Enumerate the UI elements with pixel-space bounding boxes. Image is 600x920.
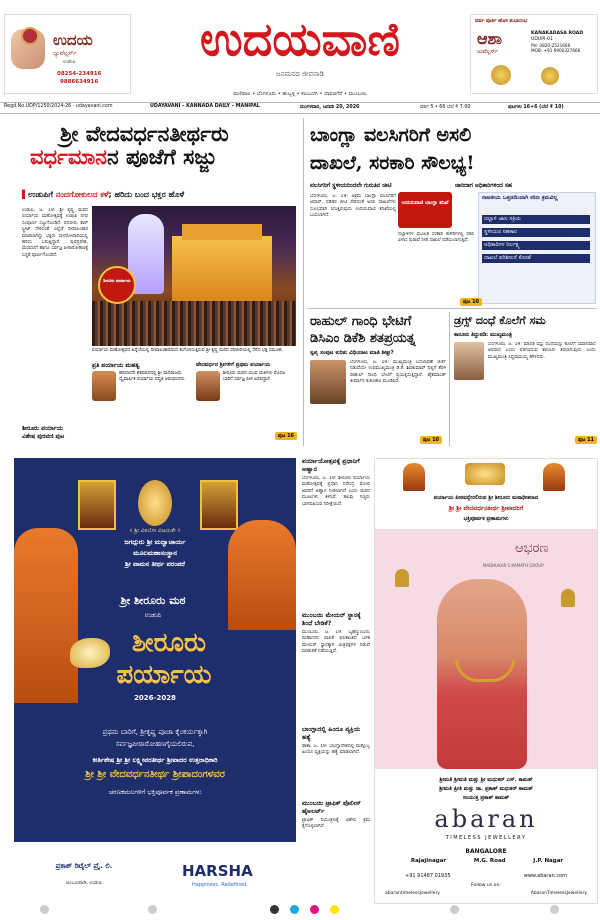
shiroor-line1: ಜಗದ್ಗುರು ಶ್ರೀ ಮಧ್ವಾಚಾರ್ಯ: [124, 538, 186, 546]
story4-photo: [454, 342, 484, 380]
lead-headline-1[interactable]: ಶ್ರೀ ವೇದವರ್ಧನತೀರ್ಥರು: [60, 121, 229, 146]
brief-body: ಢಾಕಾ, ಜ. 19: ಬಾಂಗ್ಲಾದೇಶದಲ್ಲಿ ಮತ್ತೊಬ್ಬ ಹಿಂದೂ ವ್ಯಕ್ತಿಯನ್ನು ಹತ್ಯೆ ಮಾಡಲಾಗಿದೆ.: [302, 744, 370, 756]
box-item: ಅಧಿಕಾರಿಗಳ ನಿರ್ಲಕ್ಷ್ಯ: [482, 241, 590, 250]
paper-line: UDAYAVANI – KANNADA DAILY – MANIPAL: [150, 104, 260, 109]
abaran-brand: abaran: [434, 805, 538, 833]
ad-uday-jewellers[interactable]: [4, 14, 131, 94]
ad-asha-jewellers[interactable]: [470, 14, 598, 94]
swamiji-left: [14, 528, 78, 703]
story2-strap-left: ವಲಸಿಗರಿಗೆ ಸ್ಥಳೀಯರಿಂದಲೇ ಗುರುತಿನ ಚೀಟಿ: [310, 183, 392, 189]
ad-uday-phone1: 08254-234916: [57, 71, 102, 77]
story3-jump[interactable]: ಪುಟ 10: [420, 436, 442, 444]
ad-shiroor-paryaya[interactable]: [14, 458, 296, 902]
brief-body: ಬೆಂಗಳೂರು, ಜ. 19: ಶೀರೂರು ಪರ್ಯಾಯ ಮಹೋತ್ಸವಕ್ಕೆ ಪ್ರಧಾನಿ ನರೇಂದ್ರ ಮೋದಿ ಅವರಿಗೆ ಆಹ್ವಾನ ನೀಡಲಾಗಿದೆ ಎಂದು ಮಠದ ಮೂಲಗಳು ತಿಳಿಸಿವೆ. ಹಲವು ಗಣ್ಯರು ಭಾಗವಹಿಸುವ ನಿರೀಕ್ಷೆಯಿದೆ.: [302, 476, 370, 507]
abh-brand-tag: MADHUKAR S KAMATH GROUP: [483, 563, 544, 568]
print-dot-gray: [148, 905, 157, 914]
brief-body: ಟ್ರಾಫಿಕ್ ನಿಯಂತ್ರಣಕ್ಕೆ ವಿಶೇಷ ಕ್ರಮ ಕೈಗೊಳ್ಳಲಾಗಿದೆ.: [302, 818, 370, 830]
divider-v2: [449, 312, 450, 446]
story2-badge-text: ಉದಯವಾಣಿ ಬಾಂಗ್ಲಾ ತನಿಖೆ: [401, 200, 449, 206]
ad-asha-phone1: PH: 0820-2521666: [531, 43, 571, 48]
branch-item: J.P. Nagar: [533, 858, 564, 864]
abh-names3: ಸಂಯುಕ್ತ ಪ್ರಕಾಶ್ ಕಾಮತ್: [462, 795, 510, 801]
print-dot-gray: [550, 905, 559, 914]
abh-emblem: [465, 463, 505, 485]
story2-headline-1[interactable]: ಬಾಂಗ್ಲಾ ವಲಸಿಗರಿಗೆ ಅಸಲಿ: [310, 124, 472, 146]
print-dot-yellow: [330, 905, 339, 914]
shiroor-years: 2026-2028: [134, 694, 176, 702]
brief-title[interactable]: ಮುಂಬಯಿ ಮೇಯರ್ ಸ್ಥಾನಕ್ಕೆ ಶಿಂಧೆ ಬೇಡಿಕೆ?: [302, 612, 361, 627]
story3-headline-2[interactable]: ಡಿಸಿಎಂ ಡಿಕೆಶಿ ಶತಪ್ರಯತ್ನ: [310, 331, 416, 346]
shiroor-top-label: ॥ ಶ್ರೀ ವಿಠಲೋ ವಿಜಯತೇ ॥: [129, 528, 181, 534]
ad-uday-city: ಉಡುಪಿ: [63, 59, 76, 65]
photo-badge-text: ಶೀರೂರು ಪರ್ಯಾಯ: [103, 278, 131, 283]
temple-building: [172, 236, 272, 306]
lead-strap-b: ನಂದಗೋಕುಲದ ಕಳೆ: [55, 190, 109, 199]
lead-sub2: [196, 362, 296, 412]
abh-photo-2: [543, 463, 565, 491]
lead-photo-caption: ಪರ್ಯಾಯ ಮಹೋತ್ಸವದ ಹಿನ್ನೆಲೆಯಲ್ಲಿ ದೀಪಾಲಂಕಾರದಿಂದ ಕಂಗೊಳಿಸುತ್ತಿರುವ ಶ್ರೀ ಕೃಷ್ಣ ಮಠದ ರಥಬೀದಿಯಲ್ಲಿ ನೆರೆದ ಭಕ್ತ ಸಮೂಹ.: [92, 348, 283, 353]
shiroor-line3: ಶ್ರೀ ವಾಮನ ತೀರ್ಥ ಪರಂಪರೆ: [124, 560, 185, 568]
temple-roof: [182, 224, 262, 240]
emblem-icon: [138, 480, 172, 526]
lead-sub1-body: ಹದಿನಾರನೇ ಶತಮಾನದಲ್ಲಿ ಶ್ರೀ ವಾದಿರಾಜರು ದ್ವೈವಾರ್ಷಿಕ ಪರ್ಯಾಯ ಪದ್ಧತಿ ಆರಂಭಿಸಿದರು.: [119, 371, 186, 382]
abaran-branches: [397, 858, 577, 864]
print-dot-black: [270, 905, 279, 914]
shiroor-footer: [14, 842, 296, 902]
abh-line2: ಶ್ರೀ ಶ್ರೀ ವೇದವರ್ಧನತೀರ್ಥ ಶ್ರೀಪಾದರಿಗೆ: [448, 505, 524, 512]
shiroor-math: ಶ್ರೀ ಶೀರೂರು ಮಠ: [120, 594, 186, 607]
abh-line3: ಭಕ್ತಿಪೂರ್ವಕ ಪ್ರಣಾಮಗಳು: [463, 516, 509, 522]
brief-title[interactable]: ಪರ್ಯಾಯೋತ್ಸವಕ್ಕೆ ಪ್ರಧಾನಿಗೆ ಆಹ್ವಾನ: [302, 458, 360, 473]
bell-left-icon: [395, 569, 409, 587]
story2-box-list: [482, 215, 590, 267]
swamiji-right: [228, 520, 296, 630]
story4-headline[interactable]: ಡ್ರಗ್ಸ್ ದಂಧೆ ಕೊಲೆಗೆ ಸಮ: [454, 314, 546, 327]
box-item: ದಾಖಲೆ ಪರಿಶೀಲನೆ ಕೊರತೆ: [482, 254, 590, 263]
abaran-tag: TIMELESS JEWELLERY: [445, 835, 527, 841]
story3-photo: [310, 360, 346, 404]
shiroor-msg4: ಶ್ರೀ ಶ್ರೀ ವೇದವರ್ಧನತೀರ್ಥ ಶ್ರೀಪಾದಂಗಳವರ: [85, 769, 225, 780]
abh-brand-kn: ಆಭರಣ: [515, 541, 549, 556]
ad-asha-addr1: KANAKADASA ROAD: [531, 31, 584, 36]
abh-names1: ಶ್ರೀಮತಿ ಶ್ರೀಮತಿ ಮತ್ತು ಶ್ರೀ ಮಧುಕರ್ ಎಸ್. ಕಾಮತ್: [439, 777, 533, 783]
branch-item: M.G. Road: [473, 858, 506, 864]
story2-badge: [398, 192, 452, 228]
story4-body: ಬೆಂಗಳೂರು, ಜ. 19: ಮಾದಕ ವಸ್ತು ದಂಧೆಯನ್ನು ಕೊಲೆಗೆ ಸಮಾನವಾದ ಅಪರಾಧ ಎಂದು ಪರಿಗಣಿಸುವ ಕಾನೂನು ತರಲಾಗುವುದು ಎಂದು ಮುಖ್ಯಮಂತ್ರಿ ಸಿದ್ದರಾಮಯ್ಯ ಹೇಳಿದರು.: [488, 342, 596, 360]
lead-headline-2-red: ವರ್ಧಮಾನ: [30, 144, 107, 169]
masthead-tagline: ಜನಮನದ ಜೀವನಾಡಿ: [276, 70, 324, 78]
story2-box-title: ರಾಜಕೀಯ ಒತ್ತಡದಿಂದಾಗಿ ಕಠಿಣ ಕ್ರಮವಿಲ್ಲ: [482, 195, 558, 201]
earring-right-icon: [541, 67, 559, 85]
abaran-contact: [405, 873, 567, 879]
shiroor-big2: ಪರ್ಯಾಯ: [116, 660, 212, 690]
story2-body-a: ಬೆಂಗಳೂರು, ಜ. 19: ಅಕ್ರಮ ಬಾಂಗ್ಲಾ ವಲಸಿಗರಿಗೆ ಆಧಾರ್, ಪಡಿತರ ಚೀಟಿ ಸೇರಿದಂತೆ ಅಸಲಿ ದಾಖಲೆಗಳು ಸುಲಭವಾಗಿ ಸಿಗುತ್ತಿರುವುದು ಉದಯವಾಣಿ ತನಿಖೆಯಲ್ಲಿ ಬಯಲಾಗಿದೆ.: [310, 194, 396, 219]
box-item: ದಲ್ಲಾಳಿ ಜಾಲ ಸಕ್ರಿಯ: [482, 215, 590, 224]
ad-asha-topline: ವರ್ಷ ಪೂರ್ತಿ ಹೊಸ ಶುಭಾರಂಭ: [475, 18, 528, 24]
print-dot-gray: [40, 905, 49, 914]
lead-headline-2[interactable]: [30, 144, 216, 170]
ad-asha-sub: ಜುವೆಲ್ಲರ್ಸ್: [477, 49, 498, 55]
brief-title[interactable]: ಬಾಂಗ್ಲಾದಲ್ಲಿ ಹಿಂದೂ ವ್ಯಕ್ತಿಯ ಹತ್ಯೆ: [302, 726, 361, 741]
lead-footer-a: ಶೀರೂರು ಪರ್ಯಾಯ: [22, 425, 64, 432]
ad-asha-brand: ಆಶಾ: [477, 29, 502, 48]
abaran-city: BANGALORE: [465, 848, 507, 855]
masthead-title: ಉದಯವಾಣಿ: [200, 12, 400, 66]
bell-right-icon: [561, 589, 575, 607]
lead-photo-temple[interactable]: [92, 206, 296, 346]
print-dot-gray: [450, 905, 459, 914]
shiroor-big1: ಶೀರೂರು: [131, 628, 207, 658]
lead-body: ಉಡುಪಿ, ಜ. 19: ಶ್ರೀ ಕೃಷ್ಣ ಮಠದ ಪರ್ಯಾಯ ಮಹೋತ್ಸವಕ್ಕೆ ಉಡುಪಿ ನಗರ ಸಂಪೂರ್ಣ ಸಜ್ಜುಗೊಂಡಿದೆ. ರಥಬೀದಿ, ಕಾರ್ ಸ್ಟ್ರೀಟ್ ಸೇರಿದಂತೆ ಎಲ್ಲೆಡೆ ದೀಪಾಲಂಕಾರ ಮಾಡಲಾಗಿದ್ದು ಭಕ್ತರು ಸಾಗರೋಪಾದಿಯಲ್ಲಿ ಹರಿದು ಬರುತ್ತಿದ್ದಾರೆ. ಪುರಪ್ರವೇಶ, ಮೆರವಣಿಗೆ ಹಾಗೂ ಸರ್ವಜ್ಞ ಪೀಠಾರೋಹಣಕ್ಕೆ ಸಿದ್ಧತೆ ಪೂರ್ಣಗೊಂಡಿದೆ.: [22, 208, 88, 258]
box-item: ಸ್ಥಳೀಯರ ಸಹಕಾರ: [482, 228, 590, 237]
shiroor-msg2: ಸರ್ವಜ್ಞಪೀಠಾರೋಹಣಗೈಯಲಿರುವ,: [115, 740, 195, 748]
abh-photo-1: [403, 463, 425, 491]
edition-vol: ವರ್ಷ 5 • 66 ಬೆಲೆ ₹ 7.00: [420, 105, 471, 110]
briefs-column: [302, 458, 370, 902]
brief-body: ಮುಂಬಯಿ, ಜ. 19: ಬೃಹನ್ಮುಂಬಯಿ ಮಹಾನಗರ ಪಾಲಿಕೆ ಫಲಿತಾಂಶದ ಬಳಿಕ ಮೇಯರ್ ಸ್ಥಾನಕ್ಕಾಗಿ ಮಿತ್ರಪಕ್ಷಗಳ ನಡುವೆ ಮಾತುಕತೆ ನಡೆಯುತ್ತಿದೆ.: [302, 630, 370, 655]
shiroor-line2: ಮೂಲಮಹಾಸಂಸ್ಥಾನ: [133, 549, 177, 557]
ring-gem: [21, 27, 39, 45]
deity-right-photo: [200, 480, 238, 530]
brief-title[interactable]: ಮುಂಬಯಿ ಟ್ರಾಫಿಕ್ ಪೊಲೀಸ್ ಹೈಅಲರ್ಟ್: [302, 800, 361, 815]
lead-strap: ▌ಉಡುಪಿಗೆ ನಂದಗೋಕುಲದ ಕಳೆ; ಹರಿದು ಬಂದ ಭಕ್ತರ ಹೊಳೆ: [22, 190, 185, 199]
lead-sub2-body: ಶೀರೂರು ಮಠದ ಯುವ ಯತಿಗಳು ಮೊದಲ ಬಾರಿಗೆ ಸರ್ವಜ್ಞ ಪೀಠ ಏರಲಿದ್ದಾರೆ.: [223, 371, 286, 382]
story4-jump[interactable]: ಪುಟ 11: [575, 436, 597, 444]
social-instagram: abarantimelessjewellery: [385, 891, 440, 896]
lead-sub1-title: ಪ್ರತಿ ಪರ್ಯಾಯ ಮಹತ್ವ: [92, 362, 140, 369]
lead-sub2-title: ವೇದವರ್ಧನ ಶ್ರೀಗಳಿಗೆ ಪ್ರಥಮ ಪರ್ಯಾಯ: [196, 362, 271, 368]
story4-strap: ಕಾನೂನು ತಿದ್ದುಪಡಿ: ಮುಖ್ಯಮಂತ್ರಿ: [454, 332, 512, 338]
sponsor-name: ಪ್ರಕಾಶ್ ರಿಟೈಲ್ ಪ್ರೈ. ಲಿ.: [55, 862, 113, 870]
story2-body-b: ದಲ್ಲಾಳಿಗಳ ಮೂಲಕ ಸರಕಾರಿ ಕಚೇರಿಗಳಲ್ಲಿ ನಕಲಿ ವಿಳಾಸ ಪುರಾವೆ ನೀಡಿ ದಾಖಲೆ ಪಡೆಯಲಾಗುತ್ತಿದೆ.: [398, 232, 474, 244]
divider-h: [308, 308, 596, 309]
lead-strap-c: ; ಹರಿದು ಬಂದ ಭಕ್ತರ ಹೊಳೆ: [108, 190, 185, 199]
issue-date: ಮಂಗಳವಾರ, ಜನವರಿ 20, 2026: [300, 105, 360, 110]
ad-uday-sub: ಜ್ಯುವೆಲ್ಲರ್ಸ್: [53, 50, 77, 57]
harsha-brand: HARSHA: [182, 862, 253, 880]
crowd: [92, 301, 296, 346]
ad-asha-phone2: MOB: +91 9900327666: [531, 48, 581, 53]
deity-left-photo: [78, 480, 116, 530]
reg-number: Regd.No.UDP/1250/2024-26 · udayavani.com: [4, 104, 113, 109]
lead-footer-b: ವಿಶೇಷ ಪುರವಣಿ ಪುಟ: [22, 433, 65, 440]
earring-left-icon: [491, 65, 511, 85]
abh-names2: ಶ್ರೀಮತಿ ಪ್ರೀತಿ ಮತ್ತು ಡಾ. ಪ್ರಕಾಶ್ ಮಧುಕರ್ ಕಾಮತ್: [439, 786, 533, 792]
story3-headline-1[interactable]: ರಾಹುಲ್ ಗಾಂಧಿ ಭೇಟಿಗೆ: [310, 314, 412, 329]
branch-item: Rajajinagar: [410, 858, 447, 864]
abaran-web: www.abaran.com: [523, 873, 567, 879]
print-dot-cyan: [290, 905, 299, 914]
sub1-photo: [92, 371, 116, 401]
story2-headline-2[interactable]: ದಾಖಲೆ, ಸರಕಾರಿ ಸೌಲಭ್ಯ!: [310, 152, 475, 174]
harsha-tag: Happiness. Redefined.: [192, 882, 248, 888]
story2-strap-right: ಜಾರಿದಾಗ ಅಧಿಕಾರಿಗಳಿಂದ ಸಹ: [455, 183, 512, 189]
abh-line1: ಪರ್ಯಾಯ ಪೀಠವನ್ನೇರಲಿರುವ ಶ್ರೀ ಶೀರೂರು ಮಠಾಧೀಶರಾದ: [433, 495, 539, 501]
print-dot-magenta: [310, 905, 319, 914]
photo-badge: [98, 266, 136, 304]
masthead-editions: ಮಣಿಪಾಲ • ಬೆಂಗಳೂರು • ಹುಬ್ಬಳ್ಳಿ • ಕಲಬುರಗಿ • ದಾವಣಗೆರೆ • ಮುಂಬಯಿ: [233, 91, 367, 97]
shiroor-msg3: ಕೀರ್ತಿಶೇಷ ಶ್ರೀ ಶ್ರೀ ಲಕ್ಷ್ಮೀವರತೀರ್ಥ ಶ್ರೀಪಾದರ ಉತ್ತರಾಧಿಕಾರಿ: [92, 756, 218, 764]
story2-jump[interactable]: ಪುಟ 10: [460, 298, 482, 306]
ad-abharana[interactable]: [374, 458, 598, 904]
abaran-phone: +91 91487 01935: [405, 873, 451, 879]
abaran-follow: Follow us on:: [471, 883, 501, 888]
story3-strap: ಸ್ವಪ್ನ ಸಂಪುಟ ಕುರಿತು ವಿಧಿಯಾಟ ಮಾತಿ ಶೀಘ್ರ?: [310, 350, 394, 356]
ad-uday-brand: ಉದಯ: [53, 31, 93, 49]
shiroor-msg5: ಚರಣಕಮಲಗಳಿಗೆ ಭಕ್ತಿಪೂರ್ವಕ ಪ್ರಣಾಮಗಳು: [108, 788, 202, 796]
lead-jump[interactable]: ಪುಟ 16: [275, 432, 297, 440]
shiroor-city: ಉಡುಪಿ: [144, 611, 162, 619]
lead-headline-2-rest: ನ ಪೂಜೆಗೆ ಸಜ್ಜು: [107, 144, 217, 169]
ad-asha-addr2: UDUPI-01: [531, 37, 553, 42]
ad-uday-phone2: 9886634916: [60, 79, 99, 85]
pages-price: ಪುಟಗಳು 16+6 (ಬೆಲೆ ₹ 10): [508, 105, 564, 110]
social-facebook: AbaranTimelessJewellery: [530, 891, 587, 896]
sub2-photo: [196, 371, 220, 401]
sponsor-city: ಅಂಬಲಪಾಡಿ, ಉಡುಪಿ: [65, 880, 103, 886]
story3-body: ಬೆಂಗಳೂರು, ಜ. 19: ಮುಖ್ಯಮಂತ್ರಿ ಬದಲಾವಣೆ ಚರ್ಚೆ ನಡುವೆಯೇ ಉಪಮುಖ್ಯಮಂತ್ರಿ ಡಿ.ಕೆ. ಶಿವಕುಮಾರ್ ದಿಲ್ಲಿಗೆ ತೆರಳಿ ರಾಹುಲ್ ಗಾಂಧಿ ಭೇಟಿಗೆ ಪ್ರಯತ್ನಿಸುತ್ತಿದ್ದಾರೆ. ಹೈಕಮಾಂಡ್ ತೀರ್ಮಾನ ಕುತೂಹಲ ಮೂಡಿಸಿದೆ.: [350, 360, 446, 385]
column-divider: [303, 118, 304, 446]
shiroor-msg1: ಪ್ರಥಮ ಬಾರಿಗೆ, ಶ್ರೀಕೃಷ್ಣ ಪೂಜಾ ಕೈಂಕರ್ಯಕ್ಕಾಗಿ: [102, 728, 208, 736]
abaran-social: [385, 891, 587, 896]
lead-sub1: [92, 362, 192, 412]
lead-strap-a: ಉಡುಪಿಗೆ: [28, 190, 53, 199]
